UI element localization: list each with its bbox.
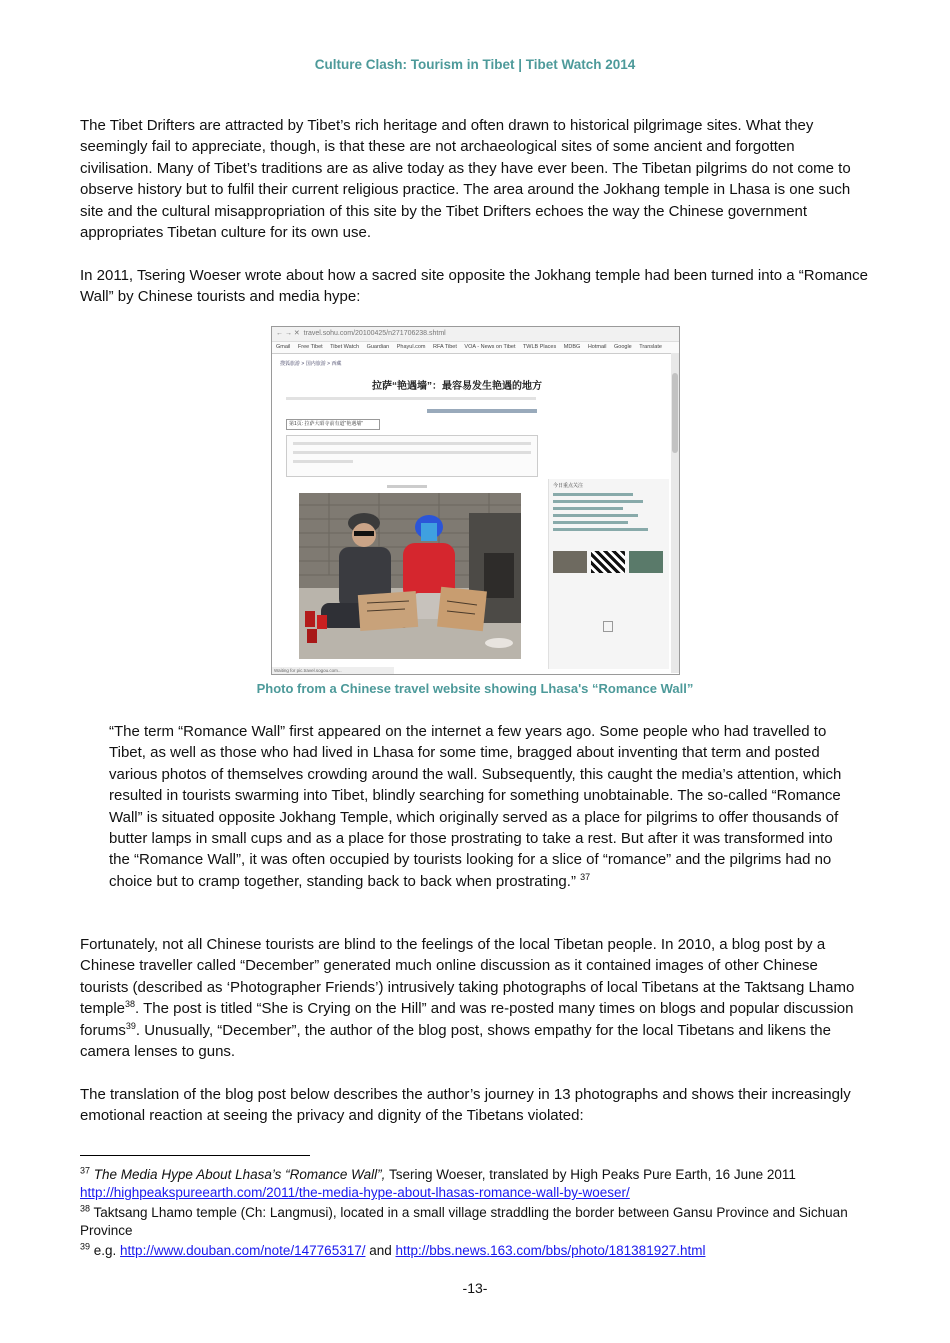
paragraph-december-blog: Fortunately, not all Chinese tourists are blind to the feelings of the local Tibetan people. In 2010, a blog post by a Chinese traveller called “December” generated much online discussion as it contained images of other Chinese tourists (described as ‘Photographer Friends’) intrusively taking photographs of local Tibetans at the Taktsang Lhamo temple$^{38}$. The post is titled “She is Crying on the Hill” and was re-posted many times on blogs and popular discussion forums$^{39}$. Unusually, “December”, the author of the blog post, shows empathy for the local Tibetans and likens the camera lenses to guns. — [80, 936, 855, 1061]
browser-url: travel.sohu.com/20100425/n271706238.shtml — [303, 330, 446, 337]
footnote-link[interactable]: http://bbs.news.163.com/bbs/photo/181381927.html — [395, 1243, 706, 1258]
bookmark-item: MDBG — [563, 344, 581, 350]
footnote-ref: 37 — [580, 871, 591, 882]
page-number: -13- — [462, 1280, 488, 1296]
paragraph-tibet-drifters: The Tibet Drifters are attracted by Tibet’s rich heritage and often drawn to historical pilgrimage sites. What they seemingly fail to appreciate, though, is that these are not archaeological sites of some ancient and forgotten civilisation. Many of Tibet’s traditions are as alive today as they have ever been. The Tibetan pilgrims do not come to observe history but to fulfil their current religious practice. The area around the Jokhang temple in Lhasa is one such site and the cultural misappropriation of this site by the Tibet Drifters echoes the way the Chinese government appropriates Tibetan culture for its own use. — [80, 117, 851, 242]
bookmark-item: Tibet Watch — [330, 344, 360, 350]
photo-caption-line — [387, 485, 427, 488]
footnote-ref: 38 — [125, 999, 136, 1010]
close-icon: ✕ — [293, 330, 300, 337]
document-icon — [603, 621, 613, 632]
page-select: 第1页: 拉萨大昭寺前有道“艳遇墙” — [286, 419, 380, 430]
article-title: 拉萨“艳遇墙”：最容易发生艳遇的地方 — [372, 381, 542, 392]
footnote-37: $^{37}$ The Media Hype About Lhasa’s “Romance Wall”, Tsering Woeser, translated by High Peaks Pure Earth, 16 June 2011 http://highpeakspureearth.com/2011/the-media-hype-about-lhasas-romance-wall-by-woeser/ — [80, 1165, 796, 1200]
article-share-links — [427, 409, 537, 413]
sidebar-thumbnails — [553, 551, 665, 577]
bookmark-item: Free Tibet — [297, 344, 323, 350]
back-icon: ← — [276, 330, 283, 337]
scrollbar — [671, 353, 679, 673]
article-summary-box — [286, 435, 538, 477]
figure-screenshot — [271, 326, 680, 675]
bookmark-item: Translate — [639, 344, 662, 350]
paragraph-romance-wall-intro: In 2011, Tsering Woeser wrote about how a sacred site opposite the Jokhang temple had been turned into a “Romance Wall” by Chinese tourists and media hype: — [80, 267, 868, 306]
bookmark-item: Hotmail — [587, 344, 607, 350]
bookmark-item: Google — [614, 344, 632, 350]
block-quote: “The term “Romance Wall” first appeared on the internet a few years ago. Some people who had travelled to Tibet, as well as those who had lived in Lhasa for some time, bragged about inventing that term and posted various photos of themselves crowding around the wall. Subsequently, this caught the media’s attention, which resulted in tourists swarming into Tibet, blindly searching for something unobtainable. The so-called “Romance Wall” is situated opposite Jokhang Temple, which originally served as a place for pilgrims to offer thousands of butter lamps in small cups and as a place for those prostrating to take a rest. But after it was transformed into the “Romance Wall”, it was often occupied by tourists looking for a slice of “romance” and the pilgrims had no choice but to cramp together, standing back to back when prostrating.” $^{37}$ — [109, 723, 842, 890]
footnote-separator — [80, 1155, 310, 1156]
forward-icon: → — [284, 330, 292, 337]
sidebar-heading: 今日重点关注 — [553, 483, 584, 489]
article-meta — [286, 397, 536, 400]
site-breadcrumb: 搜狐旅游 > 国内旅游 > 西藏 — [280, 361, 342, 367]
browser-bookmarks-bar — [272, 342, 679, 354]
bookmark-item: TWLB Places — [522, 344, 557, 350]
footnote-link[interactable]: http://highpeakspureearth.com/2011/the-media-hype-about-lhasas-romance-wall-by-woeser/ — [80, 1185, 630, 1200]
bookmark-item: Phayul.com — [396, 344, 426, 350]
browser-status-bar: Waiting for pic.travel.sogou.com... — [272, 667, 394, 674]
footnote-39: $^{39}$ e.g. http://www.douban.com/note/147765317/ and http://bbs.news.163.com/bbs/photo/181381927.html — [80, 1241, 706, 1258]
bookmark-item: Guardian — [366, 344, 390, 350]
paragraph-translation-intro: The translation of the blog post below describes the author’s journey in 13 photographs and shows their increasingly emotional reaction at seeing the privacy and dignity of the Tibetans violated: — [80, 1086, 851, 1125]
romance-wall-photo — [299, 493, 521, 659]
bookmark-item: RFA Tibet — [433, 344, 457, 350]
running-header: Culture Clash: Tourism in Tibet | Tibet Watch 2014 — [314, 57, 636, 72]
footnote-38: $^{38}$ Taktsang Lhamo temple (Ch: Langmusi), located in a small village straddling the border between Gansu Province and Sichuan Province — [80, 1203, 848, 1238]
sidebar-panel — [548, 479, 669, 669]
bookmark-item: Gmail — [276, 344, 291, 350]
figure-caption: Photo from a Chinese travel website showing Lhasa's “Romance Wall” — [256, 681, 694, 696]
footnote-ref: 39 — [125, 1020, 136, 1031]
browser-url-bar — [272, 327, 679, 342]
bookmark-item: VOA - News on Tibet — [464, 344, 516, 350]
footnote-link[interactable]: http://www.douban.com/note/147765317/ — [120, 1243, 366, 1258]
